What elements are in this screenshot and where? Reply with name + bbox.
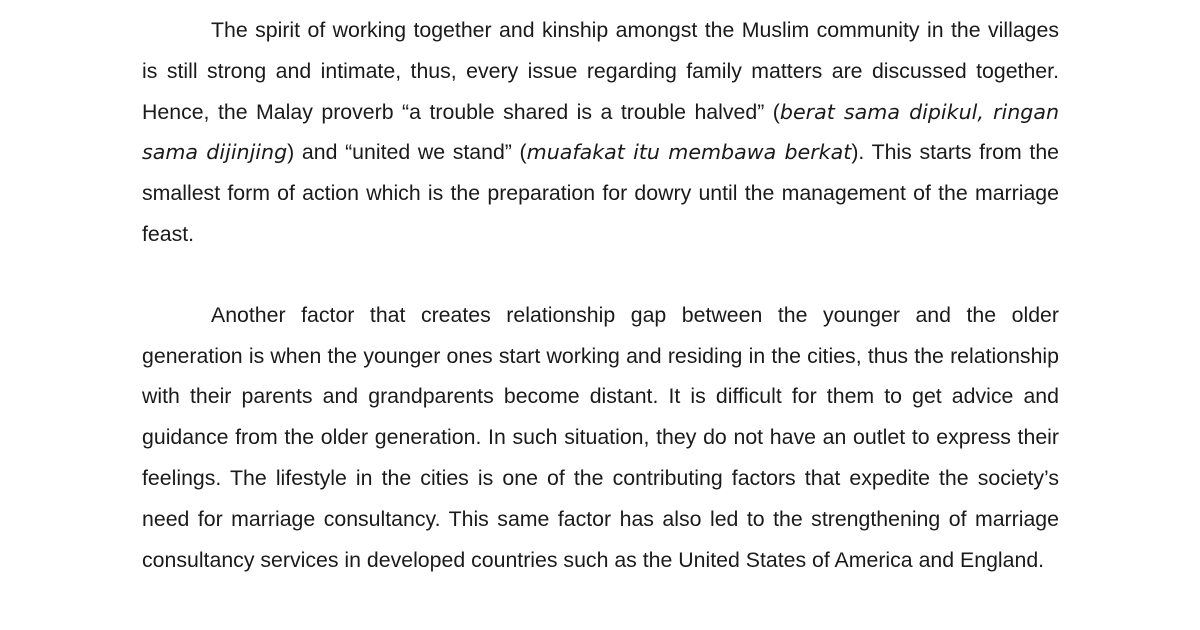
document-page xyxy=(142,10,1059,580)
malay-proverb-2: muafakat itu membawa berkat xyxy=(526,140,852,165)
paragraph-kinship xyxy=(142,10,1059,255)
paragraph-kinship-text-3: ). This starts from the smallest form of action which is the preparation for dowry until the management of the marriage feast. xyxy=(142,140,1060,246)
paragraph-relationship-gap: Another factor that creates relationship gap between the younger and the older generation is when the younger ones start working and residing in the cities, thus the relationship with their parents and grandparents become distant. It is difficult for them to get advice and guidance from the older generation. In such situation, they do not have an outlet to express their feelings. The lifestyle in the cities is one of the contributing factors that expedite the society’s need for marriage consultancy. This same factor has also led to the strengthening of marriage consultancy services in developed countries such as the United States of America and England. xyxy=(142,302,1059,572)
malay-proverb-1: berat sama dipikul, ringan sama dijinjing xyxy=(142,99,1059,165)
paragraph-kinship-text-1: The spirit of working together and kinship amongst the Muslim community in the villages is still strong and intimate, thus, every issue regarding family matters are discussed together. Hence, the Malay proverb “a trouble shared is a trouble halved” ( xyxy=(142,18,1059,124)
paragraph-kinship-text-2: ) and “united we stand” ( xyxy=(287,140,527,165)
